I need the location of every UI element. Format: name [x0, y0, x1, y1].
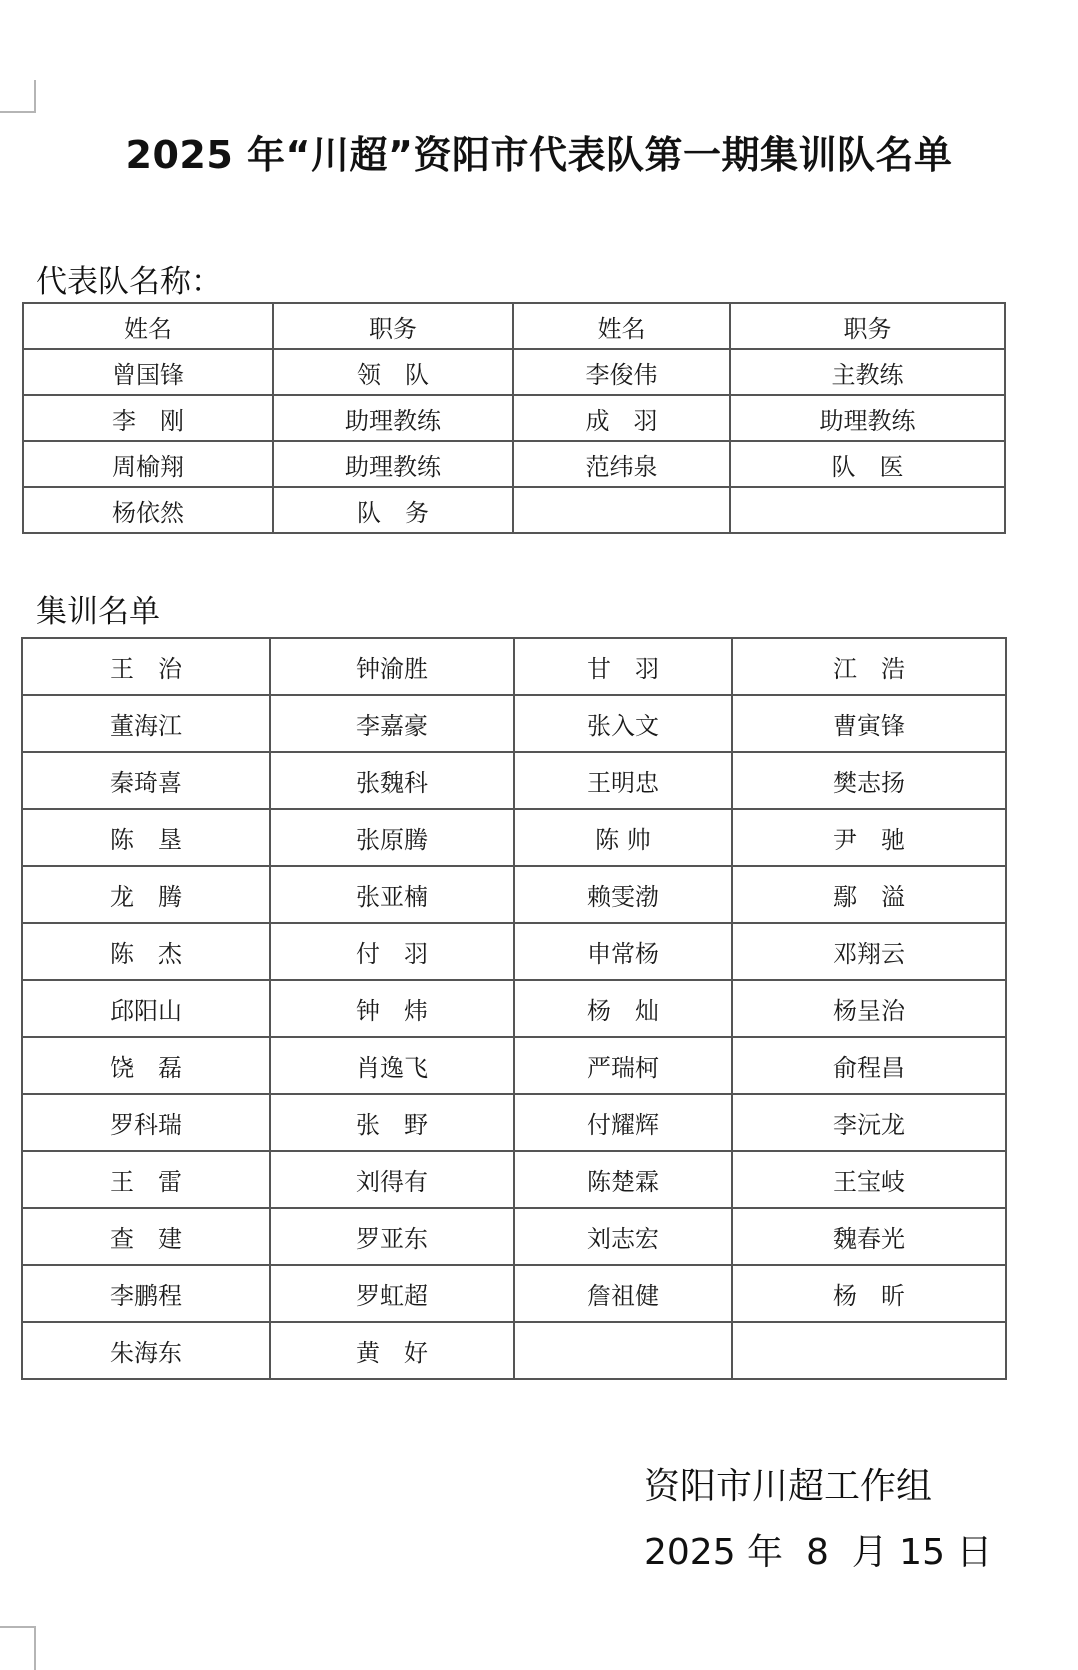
- player-name: 张魏科: [270, 752, 514, 809]
- header-name: 姓名: [23, 303, 273, 349]
- player-name: 董海江: [22, 695, 270, 752]
- player-name: 钟 炜: [270, 980, 514, 1037]
- staff-role: 队 医: [730, 441, 1005, 487]
- staff-row: [23, 395, 1005, 441]
- staff-role: 助理教练: [730, 395, 1005, 441]
- player-name: 李鹏程: [22, 1265, 270, 1322]
- player-name: 江 浩: [732, 638, 1006, 695]
- staff-row: [23, 441, 1005, 487]
- player-name: 查 建: [22, 1208, 270, 1265]
- staff-header-row: [23, 303, 1005, 349]
- header-name: 姓名: [513, 303, 730, 349]
- staff-role: 助理教练: [273, 441, 513, 487]
- player-name: 赖雯渤: [514, 866, 732, 923]
- player-name: 杨 昕: [732, 1265, 1006, 1322]
- player-name: 罗亚东: [270, 1208, 514, 1265]
- player-name: 罗科瑞: [22, 1094, 270, 1151]
- player-name: 陈 帅: [514, 809, 732, 866]
- player-name: 黄 好: [270, 1322, 514, 1379]
- staff-name: 杨依然: [23, 487, 273, 533]
- player-name: 鄢 溢: [732, 866, 1006, 923]
- staff-role: 主教练: [730, 349, 1005, 395]
- player-name: 李沅龙: [732, 1094, 1006, 1151]
- roster-table: [21, 637, 1007, 1380]
- player-name: [732, 1322, 1006, 1379]
- player-name: 龙 腾: [22, 866, 270, 923]
- player-name: 陈 垦: [22, 809, 270, 866]
- staff-role: 助理教练: [273, 395, 513, 441]
- staff-role: 领 队: [273, 349, 513, 395]
- player-name: 王 雷: [22, 1151, 270, 1208]
- staff-table: [22, 302, 1006, 534]
- staff-name: 范纬泉: [513, 441, 730, 487]
- player-name: [514, 1322, 732, 1379]
- team-name-label: 代表队名称：: [36, 264, 222, 300]
- roster-row: [22, 752, 1006, 809]
- roster-row: [22, 1037, 1006, 1094]
- roster-row: [22, 1322, 1006, 1379]
- player-name: 魏春光: [732, 1208, 1006, 1265]
- roster-row: [22, 1151, 1006, 1208]
- page-corner-mark-bottom: [0, 1626, 36, 1670]
- player-name: 陈 杰: [22, 923, 270, 980]
- player-name: 王明忠: [514, 752, 732, 809]
- roster-row: [22, 1094, 1006, 1151]
- staff-row: [23, 349, 1005, 395]
- player-name: 张 野: [270, 1094, 514, 1151]
- roster-row: [22, 638, 1006, 695]
- player-name: 曹寅锋: [732, 695, 1006, 752]
- staff-name: 成 羽: [513, 395, 730, 441]
- player-name: 饶 磊: [22, 1037, 270, 1094]
- player-name: 张原腾: [270, 809, 514, 866]
- roster-row: [22, 980, 1006, 1037]
- issue-date: 2025 年 8 月 15 日: [644, 1532, 993, 1573]
- roster-row: [22, 809, 1006, 866]
- player-name: 申常杨: [514, 923, 732, 980]
- player-name: 尹 驰: [732, 809, 1006, 866]
- player-name: 张亚楠: [270, 866, 514, 923]
- player-name: 肖逸飞: [270, 1037, 514, 1094]
- roster-row: [22, 1208, 1006, 1265]
- player-name: 王宝岐: [732, 1151, 1006, 1208]
- player-name: 邓翔云: [732, 923, 1006, 980]
- staff-name: 曾国锋: [23, 349, 273, 395]
- player-name: 李嘉豪: [270, 695, 514, 752]
- staff-name: 周榆翔: [23, 441, 273, 487]
- player-name: 刘得有: [270, 1151, 514, 1208]
- player-name: 邱阳山: [22, 980, 270, 1037]
- training-list-label: 集训名单: [36, 594, 160, 630]
- player-name: 俞程昌: [732, 1037, 1006, 1094]
- roster-row: [22, 866, 1006, 923]
- staff-row: [23, 487, 1005, 533]
- player-name: 甘 羽: [514, 638, 732, 695]
- player-name: 樊志扬: [732, 752, 1006, 809]
- header-role: 职务: [273, 303, 513, 349]
- staff-name: 李 刚: [23, 395, 273, 441]
- player-name: 付耀辉: [514, 1094, 732, 1151]
- player-name: 秦琦喜: [22, 752, 270, 809]
- header-role: 职务: [730, 303, 1005, 349]
- roster-row: [22, 695, 1006, 752]
- player-name: 陈楚霖: [514, 1151, 732, 1208]
- issuing-organization: 资阳市川超工作组: [644, 1466, 933, 1507]
- player-name: 罗虹超: [270, 1265, 514, 1322]
- player-name: 严瑞柯: [514, 1037, 732, 1094]
- player-name: 付 羽: [270, 923, 514, 980]
- staff-role: 队 务: [273, 487, 513, 533]
- player-name: 詹祖健: [514, 1265, 732, 1322]
- staff-name: 李俊伟: [513, 349, 730, 395]
- document-title: 2025 年“川超”资阳市代表队第一期集训队名单: [125, 133, 953, 177]
- roster-row: [22, 923, 1006, 980]
- player-name: 钟渝胜: [270, 638, 514, 695]
- roster-row: [22, 1265, 1006, 1322]
- player-name: 刘志宏: [514, 1208, 732, 1265]
- page-corner-mark-top: [0, 80, 36, 113]
- player-name: 张入文: [514, 695, 732, 752]
- player-name: 王 治: [22, 638, 270, 695]
- player-name: 朱海东: [22, 1322, 270, 1379]
- player-name: 杨呈治: [732, 980, 1006, 1037]
- staff-name: [513, 487, 730, 533]
- staff-role: [730, 487, 1005, 533]
- player-name: 杨 灿: [514, 980, 732, 1037]
